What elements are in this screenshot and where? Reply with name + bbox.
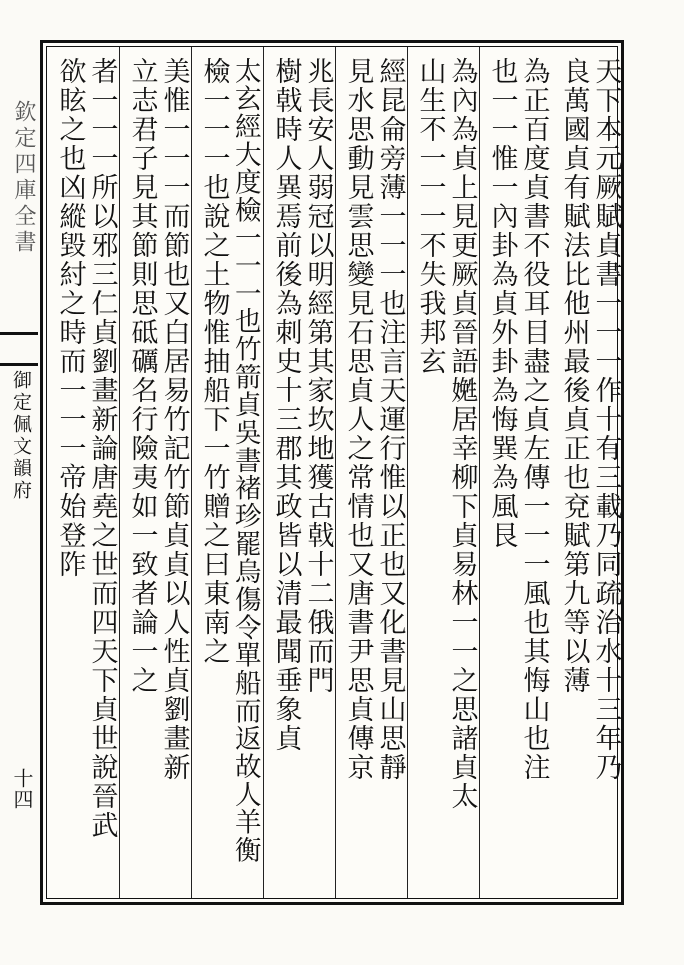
book-title: 欽定四庫全書 [11,100,36,256]
text-line: 立志君子見其節則思砥礪名行險夷如一致者論一之 [126,57,158,695]
text-line: 欲眩之也凶縱毀紂之時而一一一帝始登阼 [54,57,86,579]
page-margin [0,40,41,905]
fishtail-mark [0,332,38,366]
text-line: 者一一一所以邪三仁貞劉畫新論唐堯之世而四天下貞世說晉武 [86,57,118,840]
text-line: 美惟一一一而節也又白居易竹記竹節貞貞以人性貞劉畫新 [158,57,190,782]
text-line: 經昆侖旁薄一一一也注言天運行惟以正也又化書見山思靜 [374,57,406,782]
text-line: 為正百度貞書不役耳目盡之貞左傳一一一風也其悔山也注 [518,57,550,782]
text-line: 山生不一一一不失我邦玄 [414,57,446,376]
text-line: 見水思動見雲思變見石思貞人之常情也又唐書尹思貞傳京 [342,57,374,782]
text-line: 檢一一一也說之土物惟抽船下一竹贈之曰東南之 [198,57,230,666]
text-line: 樹戟時人異焉前後為刺史十三郡其政皆以清最聞垂象貞 [270,57,302,753]
text-frame [40,40,624,905]
text-line: 天下本元厥賦貞書一一一作十有三載乃同疏治水十三年乃 [590,57,622,782]
frame-inner-border [46,46,622,899]
text-line: 太玄經大度檢一一一也竹箭貞吳書褚珍罷烏傷令單船而返故人羊衡 [229,57,261,864]
text-line: 兆長安人弱冠以明經第其家坎地獲古戟十二俄而門 [302,57,334,695]
source-title: 御定佩文韻府 [10,370,32,502]
text-line: 也一一惟一內卦為貞外卦為悔巽為風艮 [486,57,518,550]
text-line: 良萬國貞有賦法比他州最後貞正也兗賦第九等以薄 [558,57,590,695]
page-number: 十四 [10,768,34,810]
text-line: 為內為貞上見更厥貞晉語嬎居幸柳下貞易林一一之思諸貞太 [446,57,478,811]
